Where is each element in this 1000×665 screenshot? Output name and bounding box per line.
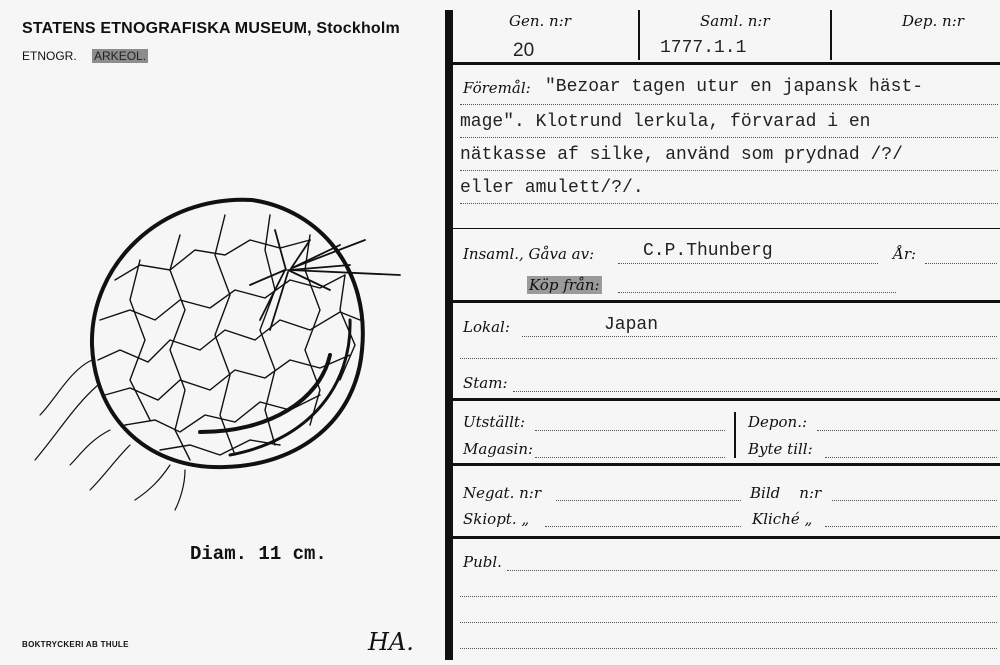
initials-signature: HA. — [368, 628, 414, 656]
saml-label: Saml. n:r — [700, 12, 770, 30]
lokal-value: Japan — [604, 315, 659, 335]
bezoar-drawing — [20, 170, 440, 530]
lokal-label: Lokal: — [463, 318, 510, 336]
divider-utstallt — [734, 412, 736, 458]
kop-label: Köp från: — [529, 276, 600, 294]
foremal-line-1: "Bezoar tagen utur en japansk häst- — [545, 77, 924, 97]
depon-label: Depon.: — [748, 413, 808, 431]
foremal-label: Föremål: — [463, 79, 531, 97]
department-line — [22, 49, 148, 63]
insaml-value: C.P.Thunberg — [643, 241, 773, 261]
rule-foremal — [453, 228, 1000, 229]
utstallt-label: Utställt: — [463, 413, 526, 431]
rule-stam — [453, 398, 1000, 401]
card-divider — [445, 10, 453, 660]
rule-negat — [453, 536, 1000, 539]
foremal-line-2: mage". Klotrund lerkula, förvarad i en — [460, 112, 871, 132]
rule-magasin — [453, 463, 1000, 466]
dept-arkeol: ARKEOL. — [94, 49, 147, 63]
divider-saml-dep — [830, 10, 832, 60]
skiopt-label: Skiopt. „ — [463, 510, 530, 528]
gen-label: Gen. n:r — [509, 12, 571, 30]
insaml-label: Insaml., Gåva av: — [463, 245, 595, 263]
foremal-line-3: nätkasse af silke, använd som prydnad /?/ — [460, 145, 903, 165]
printer-imprint: BOKTRYCKERI AB THULE — [22, 640, 129, 649]
gen-value: 20 — [513, 40, 535, 61]
dep-label: Dep. n:r — [902, 12, 964, 30]
negat-label: Negat. n:r — [463, 484, 541, 502]
divider-gen-saml — [638, 10, 640, 60]
saml-value: 1777.1.1 — [660, 38, 747, 58]
kliche-label: Kliché „ — [752, 510, 813, 528]
rule-top — [453, 62, 1000, 65]
museum-header: STATENS ETNOGRAFISKA MUSEUM, Stockholm — [22, 20, 400, 37]
bild-label: Bild n:r — [750, 484, 822, 502]
dept-etnogr: ETNOGR. — [22, 49, 77, 63]
byte-label: Byte till: — [748, 440, 813, 458]
publ-label: Publ. — [463, 553, 502, 571]
ar-label: År: — [893, 245, 917, 263]
stam-label: Stam: — [463, 374, 508, 392]
rule-insaml — [453, 300, 1000, 303]
diameter-caption: Diam. 11 cm. — [190, 543, 327, 565]
foremal-line-4: eller amulett/?/. — [460, 178, 644, 198]
magasin-label: Magasin: — [463, 440, 534, 458]
